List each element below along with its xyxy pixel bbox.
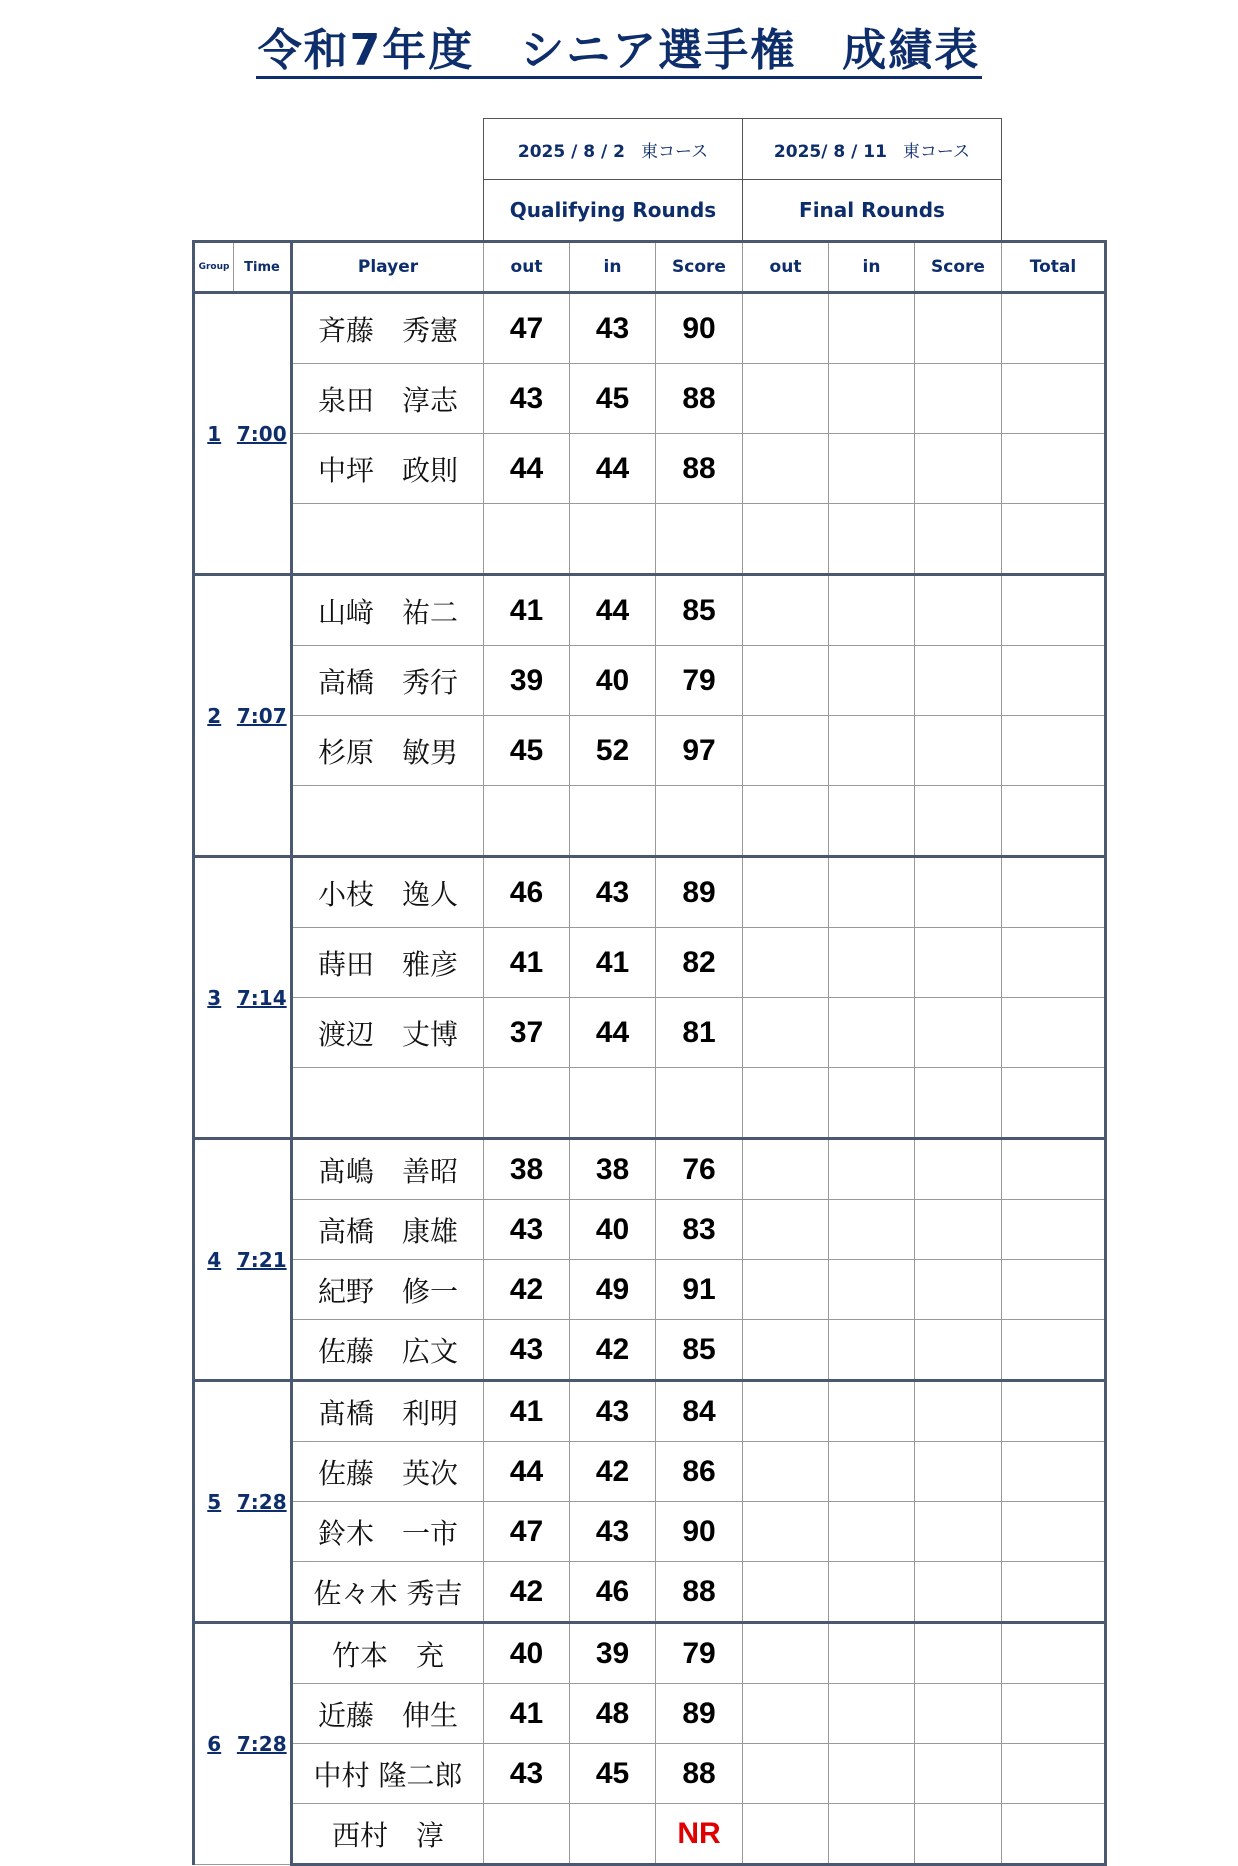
q-out-score: 40 xyxy=(484,1623,570,1684)
f-out-score xyxy=(743,575,829,646)
q-total-score: 86 xyxy=(656,1442,743,1502)
f-total-score xyxy=(915,1381,1002,1442)
grand-total xyxy=(1002,857,1106,928)
player-row xyxy=(194,293,1106,364)
q-in-score: 42 xyxy=(570,1442,656,1502)
f-in-score xyxy=(829,1744,915,1804)
col-total: Total xyxy=(1002,242,1106,293)
q-in-score xyxy=(570,1068,656,1139)
player-row xyxy=(194,1068,1106,1139)
f-in-score xyxy=(829,1684,915,1744)
f-out-score xyxy=(743,1200,829,1260)
f-in-score xyxy=(829,1200,915,1260)
player-row xyxy=(194,1562,1106,1623)
score-rows xyxy=(194,293,1106,1865)
q-out-score: 39 xyxy=(484,646,570,716)
f-in-score xyxy=(829,1442,915,1502)
q-out-score: 38 xyxy=(484,1139,570,1200)
q-out-score: 43 xyxy=(484,1744,570,1804)
player-row xyxy=(194,1502,1106,1562)
player-name: 渡辺 丈博 xyxy=(292,998,484,1068)
q-out-score: 41 xyxy=(484,575,570,646)
player-name xyxy=(292,786,484,857)
q-total-score: 89 xyxy=(656,857,743,928)
player-name: 高橋 秀行 xyxy=(292,646,484,716)
f-in-score xyxy=(829,998,915,1068)
player-name: 鈴木 一市 xyxy=(292,1502,484,1562)
q-total-score: 97 xyxy=(656,716,743,786)
round-header-row xyxy=(194,180,1106,242)
group-number: 1 xyxy=(194,293,234,575)
grand-total xyxy=(1002,786,1106,857)
grand-total xyxy=(1002,293,1106,364)
q-out-score: 43 xyxy=(484,1320,570,1381)
q-out-score: 42 xyxy=(484,1260,570,1320)
f-out-score xyxy=(743,1744,829,1804)
q-out-score: 47 xyxy=(484,293,570,364)
player-name: 髙橋 利明 xyxy=(292,1381,484,1442)
f-total-score xyxy=(915,786,1002,857)
q-in-score xyxy=(570,786,656,857)
q-in-score: 40 xyxy=(570,1200,656,1260)
q-out-score: 37 xyxy=(484,998,570,1068)
grand-total xyxy=(1002,1068,1106,1139)
player-row xyxy=(194,434,1106,504)
f-total-score xyxy=(915,1260,1002,1320)
player-row xyxy=(194,575,1106,646)
tee-time: 7:28 xyxy=(234,1623,292,1865)
column-header-row xyxy=(194,242,1106,293)
player-name: 竹本 充 xyxy=(292,1623,484,1684)
q-in-score xyxy=(570,1804,656,1865)
grand-total xyxy=(1002,364,1106,434)
qualifying-date: 2025 / 8 / 2 xyxy=(517,141,625,162)
player-row xyxy=(194,504,1106,575)
q-total-score: 81 xyxy=(656,998,743,1068)
q-out-score xyxy=(484,786,570,857)
grand-total xyxy=(1002,1320,1106,1381)
q-out-score: 45 xyxy=(484,716,570,786)
f-in-score xyxy=(829,1804,915,1865)
group-number: 6 xyxy=(194,1623,234,1865)
f-out-score xyxy=(743,1320,829,1381)
grand-total xyxy=(1002,1684,1106,1744)
q-out-score: 42 xyxy=(484,1562,570,1623)
q-in-score: 43 xyxy=(570,857,656,928)
grand-total xyxy=(1002,504,1106,575)
q-in-score: 41 xyxy=(570,928,656,998)
q-total-score: 76 xyxy=(656,1139,743,1200)
player-name: 近藤 伸生 xyxy=(292,1684,484,1744)
grand-total xyxy=(1002,1442,1106,1502)
player-name: 小枝 逸人 xyxy=(292,857,484,928)
player-name: 山﨑 祐二 xyxy=(292,575,484,646)
q-total-score: NR xyxy=(656,1804,743,1865)
q-in-score: 40 xyxy=(570,646,656,716)
q-out-score xyxy=(484,1804,570,1865)
tee-time: 7:28 xyxy=(234,1381,292,1623)
f-total-score xyxy=(915,1442,1002,1502)
f-total-score xyxy=(915,1068,1002,1139)
grand-total xyxy=(1002,1744,1106,1804)
qualifying-date-cell xyxy=(484,119,743,180)
grand-total xyxy=(1002,575,1106,646)
q-total-score: 91 xyxy=(656,1260,743,1320)
player-name: 西村 淳 xyxy=(292,1804,484,1865)
q-out-score: 46 xyxy=(484,857,570,928)
q-total-score: 83 xyxy=(656,1200,743,1260)
grand-total xyxy=(1002,1260,1106,1320)
q-total-score xyxy=(656,786,743,857)
q-total-score: 88 xyxy=(656,364,743,434)
f-in-score xyxy=(829,928,915,998)
group-number: 5 xyxy=(194,1381,234,1623)
player-row xyxy=(194,716,1106,786)
group-number: 3 xyxy=(194,857,234,1139)
grand-total xyxy=(1002,1139,1106,1200)
q-in-score: 44 xyxy=(570,998,656,1068)
grand-total xyxy=(1002,434,1106,504)
q-out-score: 41 xyxy=(484,1684,570,1744)
grand-total xyxy=(1002,1502,1106,1562)
player-name: 蒔田 雅彦 xyxy=(292,928,484,998)
f-in-score xyxy=(829,434,915,504)
col-player: Player xyxy=(292,242,484,293)
final-course: 東コース xyxy=(902,141,971,162)
f-total-score xyxy=(915,434,1002,504)
f-in-score xyxy=(829,646,915,716)
f-total-score xyxy=(915,504,1002,575)
col-time: Time xyxy=(234,242,292,293)
f-out-score xyxy=(743,716,829,786)
player-row xyxy=(194,1442,1106,1502)
f-total-score xyxy=(915,857,1002,928)
player-row xyxy=(194,786,1106,857)
q-total-score: 79 xyxy=(656,646,743,716)
f-out-score xyxy=(743,998,829,1068)
player-name: 髙嶋 善昭 xyxy=(292,1139,484,1200)
f-out-score xyxy=(743,1684,829,1744)
player-name: 中坪 政則 xyxy=(292,434,484,504)
f-out-score xyxy=(743,1502,829,1562)
f-out-score xyxy=(743,1381,829,1442)
grand-total xyxy=(1002,1381,1106,1442)
f-in-score xyxy=(829,1260,915,1320)
player-name: 中村 隆二郎 xyxy=(292,1744,484,1804)
q-out-score: 43 xyxy=(484,364,570,434)
q-total-score: 89 xyxy=(656,1684,743,1744)
tee-time: 7:14 xyxy=(234,857,292,1139)
f-in-score xyxy=(829,857,915,928)
grand-total xyxy=(1002,998,1106,1068)
q-in-score: 39 xyxy=(570,1623,656,1684)
q-out-score: 43 xyxy=(484,1200,570,1260)
f-out-score xyxy=(743,1562,829,1623)
f-out-score xyxy=(743,1804,829,1865)
f-in-score xyxy=(829,786,915,857)
q-total-score: 88 xyxy=(656,1562,743,1623)
player-row xyxy=(194,1320,1106,1381)
player-row xyxy=(194,1744,1106,1804)
q-total-score: 88 xyxy=(656,434,743,504)
player-row xyxy=(194,364,1106,434)
q-out-score: 41 xyxy=(484,1381,570,1442)
group-number: 4 xyxy=(194,1139,234,1381)
q-in-score: 46 xyxy=(570,1562,656,1623)
q-in-score: 42 xyxy=(570,1320,656,1381)
player-name xyxy=(292,1068,484,1139)
q-out-score xyxy=(484,1068,570,1139)
grand-total xyxy=(1002,1200,1106,1260)
q-out-score xyxy=(484,504,570,575)
f-total-score xyxy=(915,1562,1002,1623)
f-out-score xyxy=(743,786,829,857)
f-in-score xyxy=(829,1502,915,1562)
f-total-score xyxy=(915,575,1002,646)
group-number: 2 xyxy=(194,575,234,857)
f-total-score xyxy=(915,1200,1002,1260)
q-total-score: 85 xyxy=(656,575,743,646)
f-total-score xyxy=(915,998,1002,1068)
player-name: 泉田 淳志 xyxy=(292,364,484,434)
player-row xyxy=(194,857,1106,928)
col-group: Group xyxy=(194,242,234,293)
f-in-score xyxy=(829,1381,915,1442)
player-row xyxy=(194,998,1106,1068)
f-total-score xyxy=(915,716,1002,786)
f-total-score xyxy=(915,928,1002,998)
q-total-score: 82 xyxy=(656,928,743,998)
player-name: 佐々木 秀吉 xyxy=(292,1562,484,1623)
f-total-score xyxy=(915,1502,1002,1562)
f-in-score xyxy=(829,1623,915,1684)
q-total-score xyxy=(656,504,743,575)
f-total-score xyxy=(915,293,1002,364)
f-out-score xyxy=(743,434,829,504)
grand-total xyxy=(1002,646,1106,716)
f-total-score xyxy=(915,1744,1002,1804)
f-out-score xyxy=(743,1442,829,1502)
col-f-out: out xyxy=(743,242,829,293)
final-date: 2025/ 8 / 11 xyxy=(773,141,887,162)
q-in-score: 49 xyxy=(570,1260,656,1320)
player-row xyxy=(194,1623,1106,1684)
q-total-score: 90 xyxy=(656,1502,743,1562)
grand-total xyxy=(1002,1804,1106,1865)
col-q-in: in xyxy=(570,242,656,293)
player-row xyxy=(194,928,1106,998)
page-title-text: 令和7年度 シニア選手権 成績表 xyxy=(256,25,983,79)
q-in-score: 43 xyxy=(570,1502,656,1562)
q-total-score: 88 xyxy=(656,1744,743,1804)
f-out-score xyxy=(743,857,829,928)
q-out-score: 44 xyxy=(484,1442,570,1502)
f-in-score xyxy=(829,364,915,434)
q-total-score xyxy=(656,1068,743,1139)
f-out-score xyxy=(743,1068,829,1139)
q-total-score: 90 xyxy=(656,293,743,364)
qualifying-rounds-label: Qualifying Rounds xyxy=(484,180,743,242)
q-in-score: 52 xyxy=(570,716,656,786)
f-out-score xyxy=(743,364,829,434)
f-in-score xyxy=(829,1139,915,1200)
grand-total xyxy=(1002,928,1106,998)
player-name: 佐藤 広文 xyxy=(292,1320,484,1381)
q-in-score: 43 xyxy=(570,1381,656,1442)
f-in-score xyxy=(829,1562,915,1623)
f-in-score xyxy=(829,575,915,646)
player-name: 高橋 康雄 xyxy=(292,1200,484,1260)
f-out-score xyxy=(743,293,829,364)
q-out-score: 47 xyxy=(484,1502,570,1562)
q-in-score: 44 xyxy=(570,434,656,504)
tee-time: 7:07 xyxy=(234,575,292,857)
score-table xyxy=(192,118,1107,1866)
player-name xyxy=(292,504,484,575)
f-out-score xyxy=(743,928,829,998)
grand-total xyxy=(1002,716,1106,786)
q-out-score: 44 xyxy=(484,434,570,504)
page-title xyxy=(0,14,1238,78)
player-row xyxy=(194,1139,1106,1200)
q-in-score: 48 xyxy=(570,1684,656,1744)
final-rounds-label: Final Rounds xyxy=(743,180,1002,242)
col-q-out: out xyxy=(484,242,570,293)
col-q-score: Score xyxy=(656,242,743,293)
tee-time: 7:21 xyxy=(234,1139,292,1381)
player-name: 斉藤 秀憲 xyxy=(292,293,484,364)
player-row xyxy=(194,1200,1106,1260)
q-in-score: 45 xyxy=(570,1744,656,1804)
f-out-score xyxy=(743,646,829,716)
f-total-score xyxy=(915,1623,1002,1684)
player-name: 杉原 敏男 xyxy=(292,716,484,786)
f-in-score xyxy=(829,293,915,364)
f-total-score xyxy=(915,364,1002,434)
f-out-score xyxy=(743,504,829,575)
date-header-row xyxy=(194,119,1106,180)
tee-time: 7:00 xyxy=(234,293,292,575)
player-name: 佐藤 英次 xyxy=(292,1442,484,1502)
f-in-score xyxy=(829,716,915,786)
q-in-score xyxy=(570,504,656,575)
f-total-score xyxy=(915,1139,1002,1200)
col-f-score: Score xyxy=(915,242,1002,293)
f-in-score xyxy=(829,504,915,575)
grand-total xyxy=(1002,1623,1106,1684)
f-total-score xyxy=(915,1320,1002,1381)
player-row xyxy=(194,1260,1106,1320)
q-in-score: 45 xyxy=(570,364,656,434)
player-row xyxy=(194,1381,1106,1442)
player-row xyxy=(194,1804,1106,1865)
q-in-score: 44 xyxy=(570,575,656,646)
f-in-score xyxy=(829,1320,915,1381)
q-in-score: 38 xyxy=(570,1139,656,1200)
grand-total xyxy=(1002,1562,1106,1623)
q-out-score: 41 xyxy=(484,928,570,998)
final-date-cell xyxy=(743,119,1002,180)
f-total-score xyxy=(915,1684,1002,1744)
q-total-score: 85 xyxy=(656,1320,743,1381)
player-row xyxy=(194,646,1106,716)
player-row xyxy=(194,1684,1106,1744)
q-total-score: 79 xyxy=(656,1623,743,1684)
qualifying-course: 東コース xyxy=(640,141,709,162)
player-name: 紀野 修一 xyxy=(292,1260,484,1320)
f-out-score xyxy=(743,1623,829,1684)
f-out-score xyxy=(743,1260,829,1320)
q-in-score: 43 xyxy=(570,293,656,364)
f-in-score xyxy=(829,1068,915,1139)
f-total-score xyxy=(915,1804,1002,1865)
f-out-score xyxy=(743,1139,829,1200)
col-f-in: in xyxy=(829,242,915,293)
f-total-score xyxy=(915,646,1002,716)
q-total-score: 84 xyxy=(656,1381,743,1442)
